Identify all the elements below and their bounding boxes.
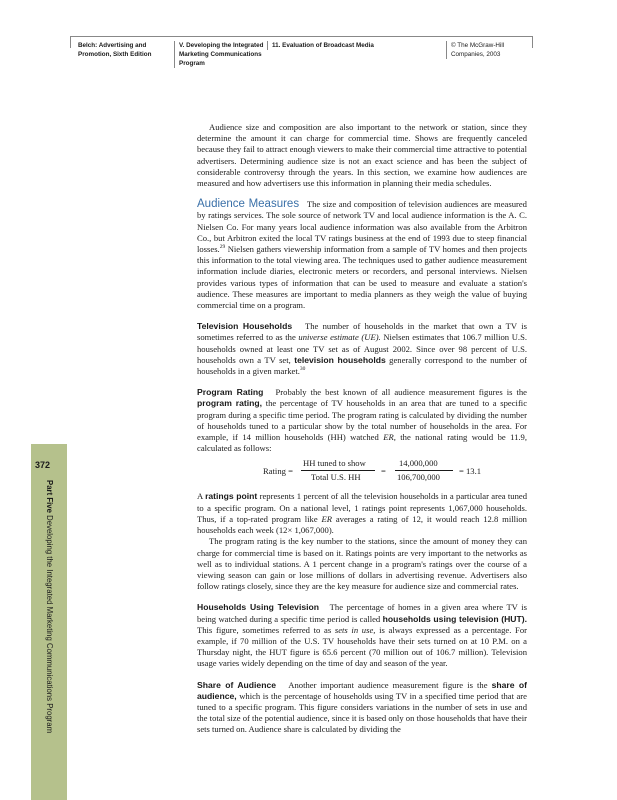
- paragraph-text: The percentage of homes in a given area where TV is being watched during a specific time period is called: [197, 602, 528, 624]
- formula-equals: =: [381, 466, 386, 477]
- intro-paragraph: Audience size and composition are also important to the network or station, since they determine the amount it can charge for commercial time. Shows are frequently canceled because they fail to attract enough viewers to make their commercial time attractive to potential advertisers. Determining audience size is not an exact science and has been the subject of considerable controversy through the years. In this section, we examine how audiences are measured and how advertisers use this information in planning their media schedules.: [197, 122, 527, 189]
- tv-households-paragraph: [197, 321, 527, 377]
- ratings-importance-paragraph: The program rating is the key number to the stations, since the amount of money they can charge for commercial time is based on it. Ratings points are very important to the networks as well as to individual stations. A 1 percent change in a program's ratings over the course of a viewing season can gain or lose millions of dollars in advertising revenue. Advertisers also follow ratings closely, since they are the key measure for audience size and commercial rates.: [197, 536, 527, 592]
- page-number: 372: [35, 460, 51, 470]
- paragraph-text: which is the percentage of households using TV in a specified time period that are tuned to a specific program. This figure considers variations in the number of sets in use and the total size of the potential audience, since it is based only on those households that have their sets turned on. Audience share is calculated by dividing the: [197, 690, 527, 735]
- header-divider: [70, 36, 71, 48]
- key-term: households using television (HUT).: [382, 613, 527, 624]
- section-heading: Audience Measures: [197, 198, 300, 211]
- paragraph-text: averages a rating of 12, it would reach 12.8 million households each week (12× 1,067,000).: [197, 513, 527, 536]
- share-paragraph: [197, 680, 527, 736]
- paragraph-text: is always expressed as a percentage. For example, if 70 million of the U.S. TV households have their sets turned on at 10 P.M. on a Thursday night, the HUT figure is 65.6 percent (70 million out of 106.7 million). Television usage varies widely depending on the time of day and season of the year.: [197, 624, 527, 669]
- subheading: Households Using Television: [197, 602, 320, 613]
- formula-denominator: 106,700,000: [397, 472, 440, 483]
- footnote-ref: 29: [219, 244, 226, 251]
- subheading: Share of Audience: [197, 679, 277, 690]
- formula-numerator: 14,000,000: [399, 458, 438, 469]
- subheading: Program Rating: [197, 387, 264, 398]
- running-header: [0, 36, 617, 96]
- term-italic: sets in use,: [334, 624, 376, 635]
- program-rating-paragraph: [197, 387, 527, 454]
- part-title-vertical: [45, 480, 54, 734]
- header-chapter-title: 11. Evaluation of Broadcast Media: [267, 41, 448, 50]
- paragraph-text: Probably the best known of all audience measurement figures is the: [275, 387, 527, 398]
- hut-paragraph: [197, 602, 527, 669]
- audience-measures-paragraph: [197, 199, 527, 311]
- part-title: Developing the Integrated Marketing Communications Program: [45, 515, 54, 734]
- paragraph-text: A: [197, 491, 203, 502]
- fraction-bar: [301, 470, 375, 471]
- paragraph-text: generally correspond to the number of households in a given market.: [197, 354, 527, 377]
- rating-formula: [197, 458, 527, 484]
- paragraph-text: Nielsen estimates that 106.7 million U.S. households owned at least one TV set as of August 2002. Since over 98 percent of U.S. households own a TV set,: [197, 332, 527, 365]
- fraction-bar: [395, 470, 453, 471]
- header-part-title: V. Developing the Integrated Marketing Communications Program: [174, 41, 269, 68]
- paragraph-text: Nielsen gathers viewership information from a sample of TV homes and then projects this information to the total viewing area. The techniques used to gather audience measurement information include diaries, electronic meters or recorders, and personal interviews. Nielsen provides various types of information that can be used to measure and evaluate a station's audience. These measures are important to media planners as they weigh the value of buying commercial time on a program.: [197, 244, 527, 311]
- paragraph-text: represents 1 percent of all the television households in a particular area tuned to a specific program. On a national level, 1 ratings point represents 1,067,000 households. Thus, if a top-rated program like: [197, 491, 527, 524]
- formula-label: Rating =: [263, 466, 293, 477]
- paragraph-text: the national rating would be 11.9, calculated as follows:: [197, 432, 527, 454]
- key-term: television households: [294, 354, 386, 365]
- key-term: share of audience,: [197, 679, 527, 701]
- formula-numerator: HH tuned to show: [303, 458, 366, 469]
- show-title: ER,: [383, 432, 396, 443]
- show-title: ER: [321, 513, 332, 524]
- key-term: ratings point: [205, 491, 258, 502]
- subheading: Television Households: [197, 321, 293, 332]
- paragraph-text: The size and composition of television audiences are measured by ratings services. The sole source of network TV and local audience information is the A. C. Nielsen Co. For many years local audience information was also available from the Arbitron Co., but Arbitron exited the local TV ratings business at the end of 1993 due to steep financial losses.: [197, 199, 527, 255]
- paragraph-text: This figure, sometimes referred to as: [197, 624, 332, 635]
- key-term: program rating,: [197, 398, 263, 409]
- paragraph-text: Another important audience measurement figure is the: [288, 679, 488, 690]
- body-text: [197, 122, 527, 736]
- paragraph-text: The number of households in the market that own a TV is sometimes referred to as the: [197, 321, 528, 343]
- ratings-point-paragraph: [197, 491, 527, 536]
- part-label: Part Five: [45, 480, 54, 513]
- paragraph-text: the percentage of TV households in an area that are tuned to a specific program during a specific time period. The program rating is calculated by dividing the number of households tuned to a particular show by the total number of households in the area. For example, if 14 million households (HH) watched: [197, 398, 528, 443]
- header-rule: [70, 36, 532, 37]
- formula-denominator: Total U.S. HH: [311, 472, 361, 483]
- footnote-ref: 30: [299, 366, 306, 373]
- term-italic: universe estimate (UE).: [298, 332, 381, 343]
- header-book-title: Belch: Advertising and Promotion, Sixth Edition: [78, 42, 152, 58]
- header-copyright: © The McGraw-Hill Companies, 2003: [446, 41, 537, 59]
- formula-result: = 13.1: [459, 466, 482, 477]
